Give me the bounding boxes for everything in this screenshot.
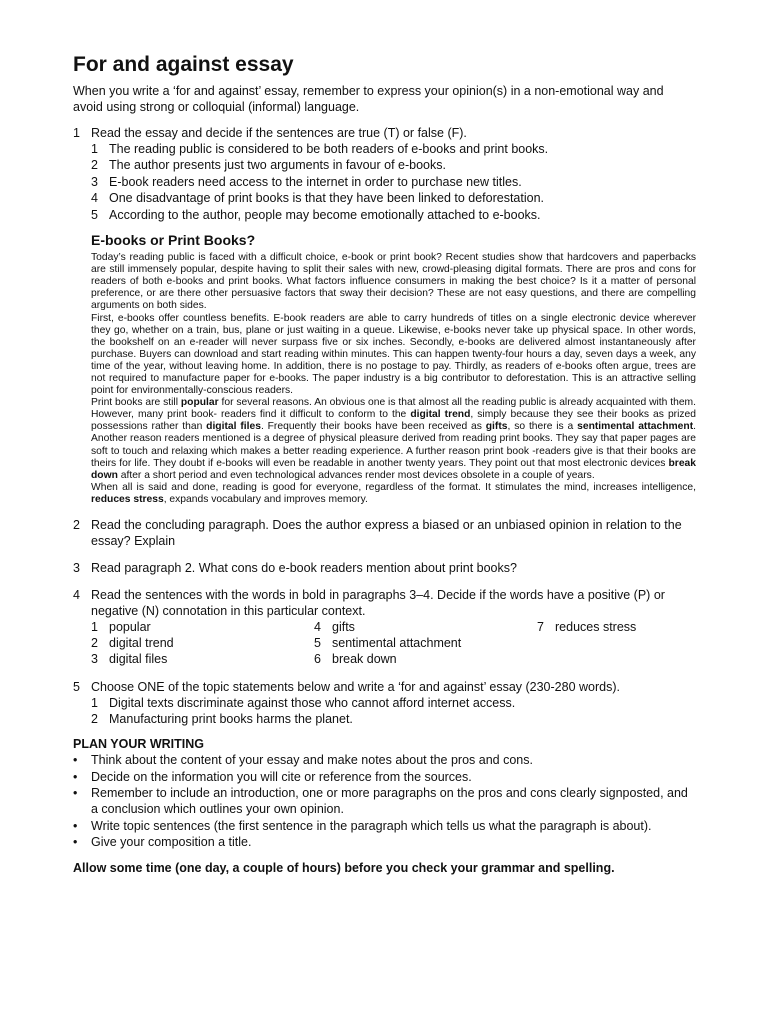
list-item: 5 sentimental attachment: [314, 636, 462, 651]
bullet-icon: •: [73, 818, 78, 833]
bold-word-popular: popular: [180, 397, 219, 409]
essay-paragraph-3: Print books are still popular for several reasons. An obvious one is that almost all the reading public is already acquainted with them. However, many print book- readers find it difficult to conform to the digital trend, simply because they see their books as prized possessions rather than digital files. Frequently their books have been received as gifts, so there is a sentimental attachment. Another reason readers mentioned is a degree of physical pleasure derived from reading print books. They say that paper pages are soft to touch and relaxing which makes a better reading experience. A further reason print book -readers give is that their books are theirs for life. They doubt if e-books will even be readable in another twenty years. They point out that most electronic devices break down after a short period and even technological advances render most devices obsolete in a couple of years.: [91, 397, 696, 481]
question-text: Choose ONE of the topic statements below and write a ‘for and against’ essay (230-280 words).: [91, 679, 620, 694]
bullet-icon: •: [73, 786, 78, 801]
item-number: 1: [91, 142, 98, 156]
bold-word-break-down: break down: [91, 457, 696, 481]
question-number: 2: [73, 518, 80, 532]
list-item: 3 digital files: [91, 652, 168, 667]
list-item: • Think about the content of your essay and make notes about the pros and cons.: [73, 753, 533, 768]
list-item: 2 digital trend: [91, 636, 174, 651]
question-2: [73, 517, 696, 549]
empty-cell: [537, 635, 696, 651]
question-number: 1: [73, 126, 80, 140]
essay-body: [91, 252, 696, 506]
bold-word-gifts: gifts: [485, 421, 508, 433]
list-item: [73, 157, 696, 173]
bullet-icon: •: [73, 753, 78, 768]
item-number: 4: [91, 191, 98, 206]
list-item: • Give your composition a title.: [73, 834, 252, 849]
question-number: 4: [73, 588, 80, 602]
list-item: 6 break down: [314, 652, 397, 667]
list-item: [73, 190, 696, 206]
list-item: • Remember to include an introduction, one or more paragraphs on the pros and cons clearly signposted, and a conclusion which outlines your own opinion.: [73, 786, 688, 817]
word-grid: [73, 619, 696, 668]
list-item: • Decide on the information you will cite or reference from the sources.: [73, 769, 472, 784]
list-item: 1 Digital texts discriminate against those who cannot afford internet access.: [91, 695, 516, 710]
question-4: [73, 587, 696, 668]
item-text: According to the author, people may become emotionally attached to e-books.: [109, 207, 541, 222]
plan-title: PLAN YOUR WRITING: [73, 737, 205, 752]
list-item: • Write topic sentences (the first sentence in the paragraph which tells us what the paragraph is about).: [73, 818, 652, 833]
item-number: 2: [91, 158, 98, 173]
item-number: 3: [91, 174, 98, 189]
essay-heading: E-books or Print Books?: [91, 232, 256, 249]
bullet-icon: •: [73, 769, 78, 784]
question-text: Read the essay and decide if the sentences are true (T) or false (F).: [91, 126, 467, 140]
final-note: Allow some time (one day, a couple of hours) before you check your grammar and spelling.: [73, 861, 615, 876]
item-text: E-book readers need access to the internet in order to purchase new titles.: [109, 174, 522, 189]
essay-paragraph-2: First, e-books offer countless benefits. E-book readers are able to carry hundreds of titles on a single electronic device wherever they go, whether on a train, bus, plane or just waiting in a queue. Likewise, e-books never take up physical space. In other words, the bookshelf on an e-reader will never surpass five or six inches. Secondly, e-books are delivered almost instantaneously after purchase. Buyers can download and start reading within minutes. This can happen twenty-four hours a day, seven days a week, any time of the year, without leaving home. In addition, there is no postage to pay. Thirdly, as readers of e-books often argue, trees are not required to manufacture paper for e-books. The paper industry is a big contributor to deforestation. This is an attractive selling point for environmentally-conscious readers.: [91, 312, 696, 397]
bold-word-sentimental-attachment: sentimental attachment: [577, 421, 694, 433]
question-text: Read the sentences with the words in bold in paragraphs 3–4. Decide if the words have a positive (P) or negative (N) connotation in this particular context.: [91, 588, 665, 618]
list-item: [73, 174, 696, 190]
bullet-icon: •: [73, 834, 78, 849]
list-item: [73, 207, 696, 223]
question-number: 3: [73, 561, 80, 575]
essay-paragraph-4: When all is said and done, reading is good for everyone, regardless of the format. It stimulates the mind, increases intelligence, reduces stress, expands vocabulary and improves memory.: [91, 481, 696, 505]
list-item: 1 popular: [91, 620, 151, 634]
plan-list: [73, 752, 696, 850]
question-text: Read paragraph 2. What cons do e-book readers mention about print books?: [91, 561, 517, 575]
question-5: [73, 679, 696, 728]
question-text: Read the concluding paragraph. Does the author express a biased or an unbiased opinion in relation to the essay? Explain: [91, 518, 682, 548]
item-text: The author presents just two arguments in favour of e-books.: [109, 158, 446, 173]
essay-paragraph-1: Today’s reading public is faced with a difficult choice, e-book or print book? Recent studies show that hardcovers and paperbacks are still immensely popular, despite having to split their sales with new, crowd-pleasing digital formats. There are pros and cons for readers of both e-books and print books. What factors influence consumers in making the best choice? Is it a matter of personal preference, or are there other persuasive factors that sway their decision? These are not easy questions, and there are compelling arguments on both sides.: [91, 252, 696, 312]
question-3: [73, 560, 696, 576]
bold-word-digital-trend: digital trend: [410, 409, 471, 421]
item-number: 5: [91, 207, 98, 222]
question-number: 5: [73, 679, 80, 694]
list-item: 2 Manufacturing print books harms the planet.: [91, 712, 353, 727]
item-text: The reading public is considered to be both readers of e-books and print books.: [109, 142, 549, 156]
list-item: [73, 141, 696, 157]
bold-word-reduces-stress: reduces stress: [91, 493, 164, 505]
question-1: [73, 125, 696, 223]
list-item: 4 gifts: [314, 620, 355, 634]
list-item: 7 reduces stress: [537, 620, 637, 634]
item-text: One disadvantage of print books is that they have been linked to deforestation.: [109, 191, 545, 206]
bold-word-digital-files: digital files: [206, 421, 261, 433]
intro-text: When you write a ‘for and against’ essay, remember to express your opinion(s) in a non-emotional way and avoid using strong or colloquial (informal) language.: [73, 84, 664, 114]
page-title: For and against essay: [73, 53, 294, 76]
